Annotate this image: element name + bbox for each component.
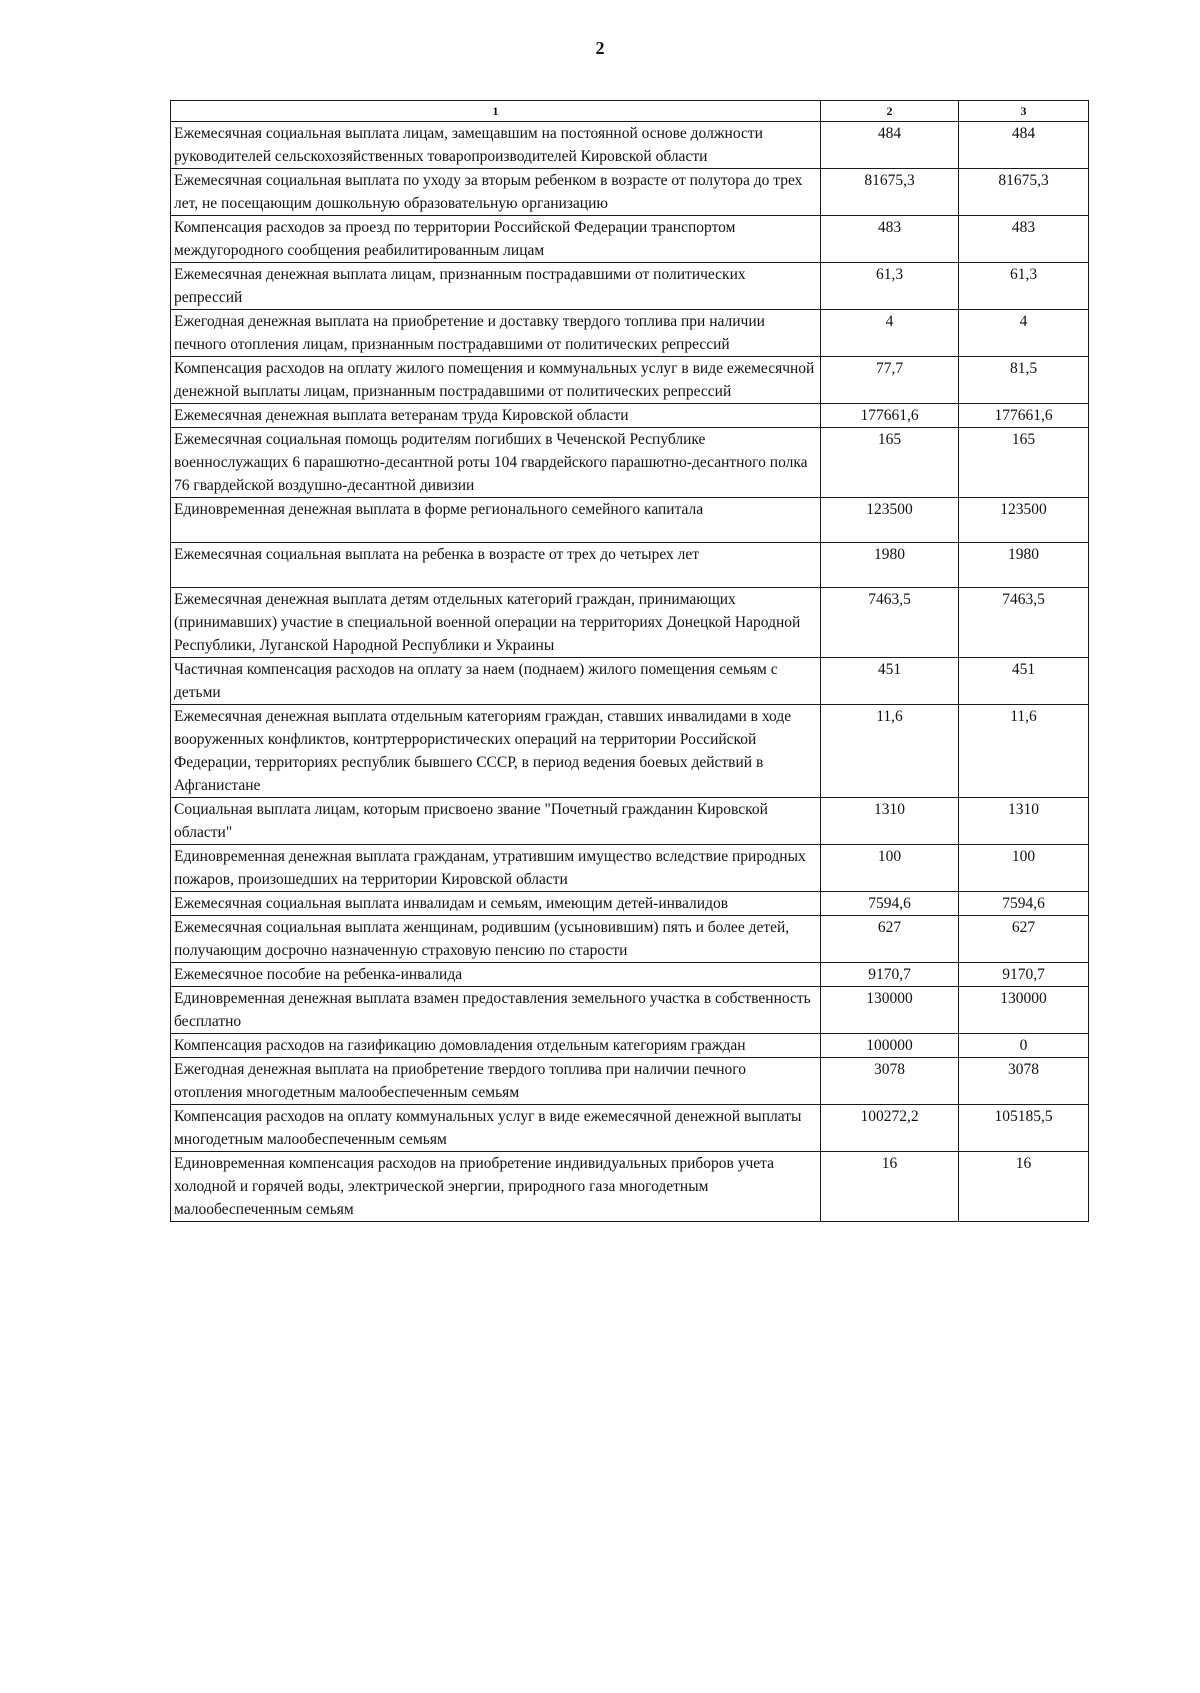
row-value-col3: 16: [959, 1152, 1089, 1222]
table-row: [171, 705, 1089, 798]
row-description: Единовременная денежная выплата гражданам, утратившим имущество вследствие природных пожаров, произошедших на территории Кировской области: [171, 845, 821, 892]
row-description: Ежемесячная социальная выплата на ребенка в возрасте от трех до четырех лет: [171, 543, 821, 588]
table-row: [171, 169, 1089, 216]
table-row: [171, 1058, 1089, 1105]
row-value-col2: 1980: [821, 543, 959, 588]
page-number: 2: [595, 38, 605, 58]
table-row: [171, 263, 1089, 310]
row-description: Ежемесячное пособие на ребенка-инвалида: [171, 963, 821, 987]
table-row: [171, 1105, 1089, 1152]
row-description: Единовременная денежная выплата в форме регионального семейного капитала: [171, 498, 821, 543]
row-value-col2: 7463,5: [821, 588, 959, 658]
row-value-col2: 165: [821, 428, 959, 498]
row-value-col2: 100272,2: [821, 1105, 959, 1152]
header-cell-2: 2: [821, 101, 959, 122]
row-value-col2: 3078: [821, 1058, 959, 1105]
row-value-col2: 81675,3: [821, 169, 959, 216]
row-description: Компенсация расходов за проезд по территории Российской Федерации транспортом междугородного сообщения реабилитированным лицам: [171, 216, 821, 263]
row-description: Частичная компенсация расходов на оплату за наем (поднаем) жилого помещения семьям с детьми: [171, 658, 821, 705]
row-value-col3: 123500: [959, 498, 1089, 543]
table-row: [171, 543, 1089, 588]
row-value-col3: 483: [959, 216, 1089, 263]
row-value-col3: 177661,6: [959, 404, 1089, 428]
row-value-col3: 105185,5: [959, 1105, 1089, 1152]
row-description: Компенсация расходов на газификацию домовладения отдельным категориям граждан: [171, 1034, 821, 1058]
row-value-col3: 7594,6: [959, 892, 1089, 916]
row-value-col2: 61,3: [821, 263, 959, 310]
row-value-col2: 100: [821, 845, 959, 892]
row-value-col3: 81675,3: [959, 169, 1089, 216]
row-description: Ежемесячная социальная выплата по уходу за вторым ребенком в возрасте от полутора до трех лет, не посещающим дошкольную образовательную организацию: [171, 169, 821, 216]
row-value-col3: 9170,7: [959, 963, 1089, 987]
row-value-col2: 16: [821, 1152, 959, 1222]
row-description: Ежемесячная денежная выплата ветеранам труда Кировской области: [171, 404, 821, 428]
row-description: Компенсация расходов на оплату жилого помещения и коммунальных услуг в виде ежемесячной денежной выплаты лицам, признанным пострадавшими от политических репрессий: [171, 357, 821, 404]
table-row: [171, 357, 1089, 404]
row-value-col2: 1310: [821, 798, 959, 845]
row-description: Ежемесячная социальная выплата женщинам, родившим (усыновившим) пять и более детей, получающим досрочно назначенную страховую пенсию по старости: [171, 916, 821, 963]
header-cell-1: 1: [171, 101, 821, 122]
row-value-col3: 100: [959, 845, 1089, 892]
benefits-table: [170, 100, 1089, 1222]
row-description: Ежегодная денежная выплата на приобретение и доставку твердого топлива при наличии печного отопления лицам, признанным пострадавшими от политических репрессий: [171, 310, 821, 357]
row-description: Единовременная компенсация расходов на приобретение индивидуальных приборов учета холодной и горячей воды, электрической энергии, природного газа многодетным малообеспеченным семьям: [171, 1152, 821, 1222]
row-description: Социальная выплата лицам, которым присвоено звание "Почетный гражданин Кировской области": [171, 798, 821, 845]
table-row: [171, 310, 1089, 357]
row-value-col3: 165: [959, 428, 1089, 498]
row-description: Ежемесячная денежная выплата отдельным категориям граждан, ставших инвалидами в ходе вооруженных конфликтов, контртеррористических операций на территории Российской Федерации, территориях республик бывшего СССР, в период ведения боевых действий в Афганистане: [171, 705, 821, 798]
table-row: [171, 658, 1089, 705]
table-row: [171, 588, 1089, 658]
table-row: [171, 845, 1089, 892]
row-value-col2: 9170,7: [821, 963, 959, 987]
row-value-col2: 100000: [821, 1034, 959, 1058]
row-description: Ежемесячная денежная выплата детям отдельных категорий граждан, принимающих (принимавших) участие в специальной военной операции на территориях Донецкой Народной Республики, Луганской Народной Республики и Украины: [171, 588, 821, 658]
table-row: [171, 987, 1089, 1034]
row-value-col3: 627: [959, 916, 1089, 963]
row-value-col3: 0: [959, 1034, 1089, 1058]
row-value-col2: 483: [821, 216, 959, 263]
table-row: [171, 1152, 1089, 1222]
table-row: [171, 428, 1089, 498]
row-value-col3: 61,3: [959, 263, 1089, 310]
row-value-col2: 77,7: [821, 357, 959, 404]
row-description: Ежемесячная социальная выплата инвалидам и семьям, имеющим детей-инвалидов: [171, 892, 821, 916]
row-description: Ежегодная денежная выплата на приобретение твердого топлива при наличии печного отопления многодетным малообеспеченным семьям: [171, 1058, 821, 1105]
row-value-col2: 11,6: [821, 705, 959, 798]
row-value-col2: 4: [821, 310, 959, 357]
row-value-col3: 1310: [959, 798, 1089, 845]
row-value-col2: 177661,6: [821, 404, 959, 428]
table-row: [171, 963, 1089, 987]
row-value-col2: 627: [821, 916, 959, 963]
row-description: Ежемесячная социальная выплата лицам, замещавшим на постоянной основе должности руководителей сельскохозяйственных товаропроизводителей Кировской области: [171, 122, 821, 169]
table-row: [171, 122, 1089, 169]
row-value-col3: 484: [959, 122, 1089, 169]
table-row: [171, 216, 1089, 263]
table-row: [171, 892, 1089, 916]
row-value-col2: 451: [821, 658, 959, 705]
row-description: Ежемесячная денежная выплата лицам, признанным пострадавшими от политических репрессий: [171, 263, 821, 310]
row-value-col2: 7594,6: [821, 892, 959, 916]
row-value-col3: 3078: [959, 1058, 1089, 1105]
row-value-col3: 451: [959, 658, 1089, 705]
row-description: Единовременная денежная выплата взамен предоставления земельного участка в собственность бесплатно: [171, 987, 821, 1034]
row-value-col3: 130000: [959, 987, 1089, 1034]
row-description: Компенсация расходов на оплату коммунальных услуг в виде ежемесячной денежной выплаты многодетным малообеспеченным семьям: [171, 1105, 821, 1152]
table-row: [171, 916, 1089, 963]
table-row: [171, 498, 1089, 543]
row-value-col3: 7463,5: [959, 588, 1089, 658]
row-value-col3: 81,5: [959, 357, 1089, 404]
table-row: [171, 1034, 1089, 1058]
row-value-col2: 123500: [821, 498, 959, 543]
row-value-col2: 130000: [821, 987, 959, 1034]
row-value-col3: 4: [959, 310, 1089, 357]
table-header-row: [171, 101, 1089, 122]
row-value-col2: 484: [821, 122, 959, 169]
table-row: [171, 404, 1089, 428]
row-value-col3: 1980: [959, 543, 1089, 588]
table-row: [171, 798, 1089, 845]
header-cell-3: 3: [959, 101, 1089, 122]
row-description: Ежемесячная социальная помощь родителям погибших в Чеченской Республике военнослужащих 6 парашютно-десантной роты 104 гвардейского парашютно-десантного полка 76 гвардейской воздушно-десантной дивизии: [171, 428, 821, 498]
row-value-col3: 11,6: [959, 705, 1089, 798]
